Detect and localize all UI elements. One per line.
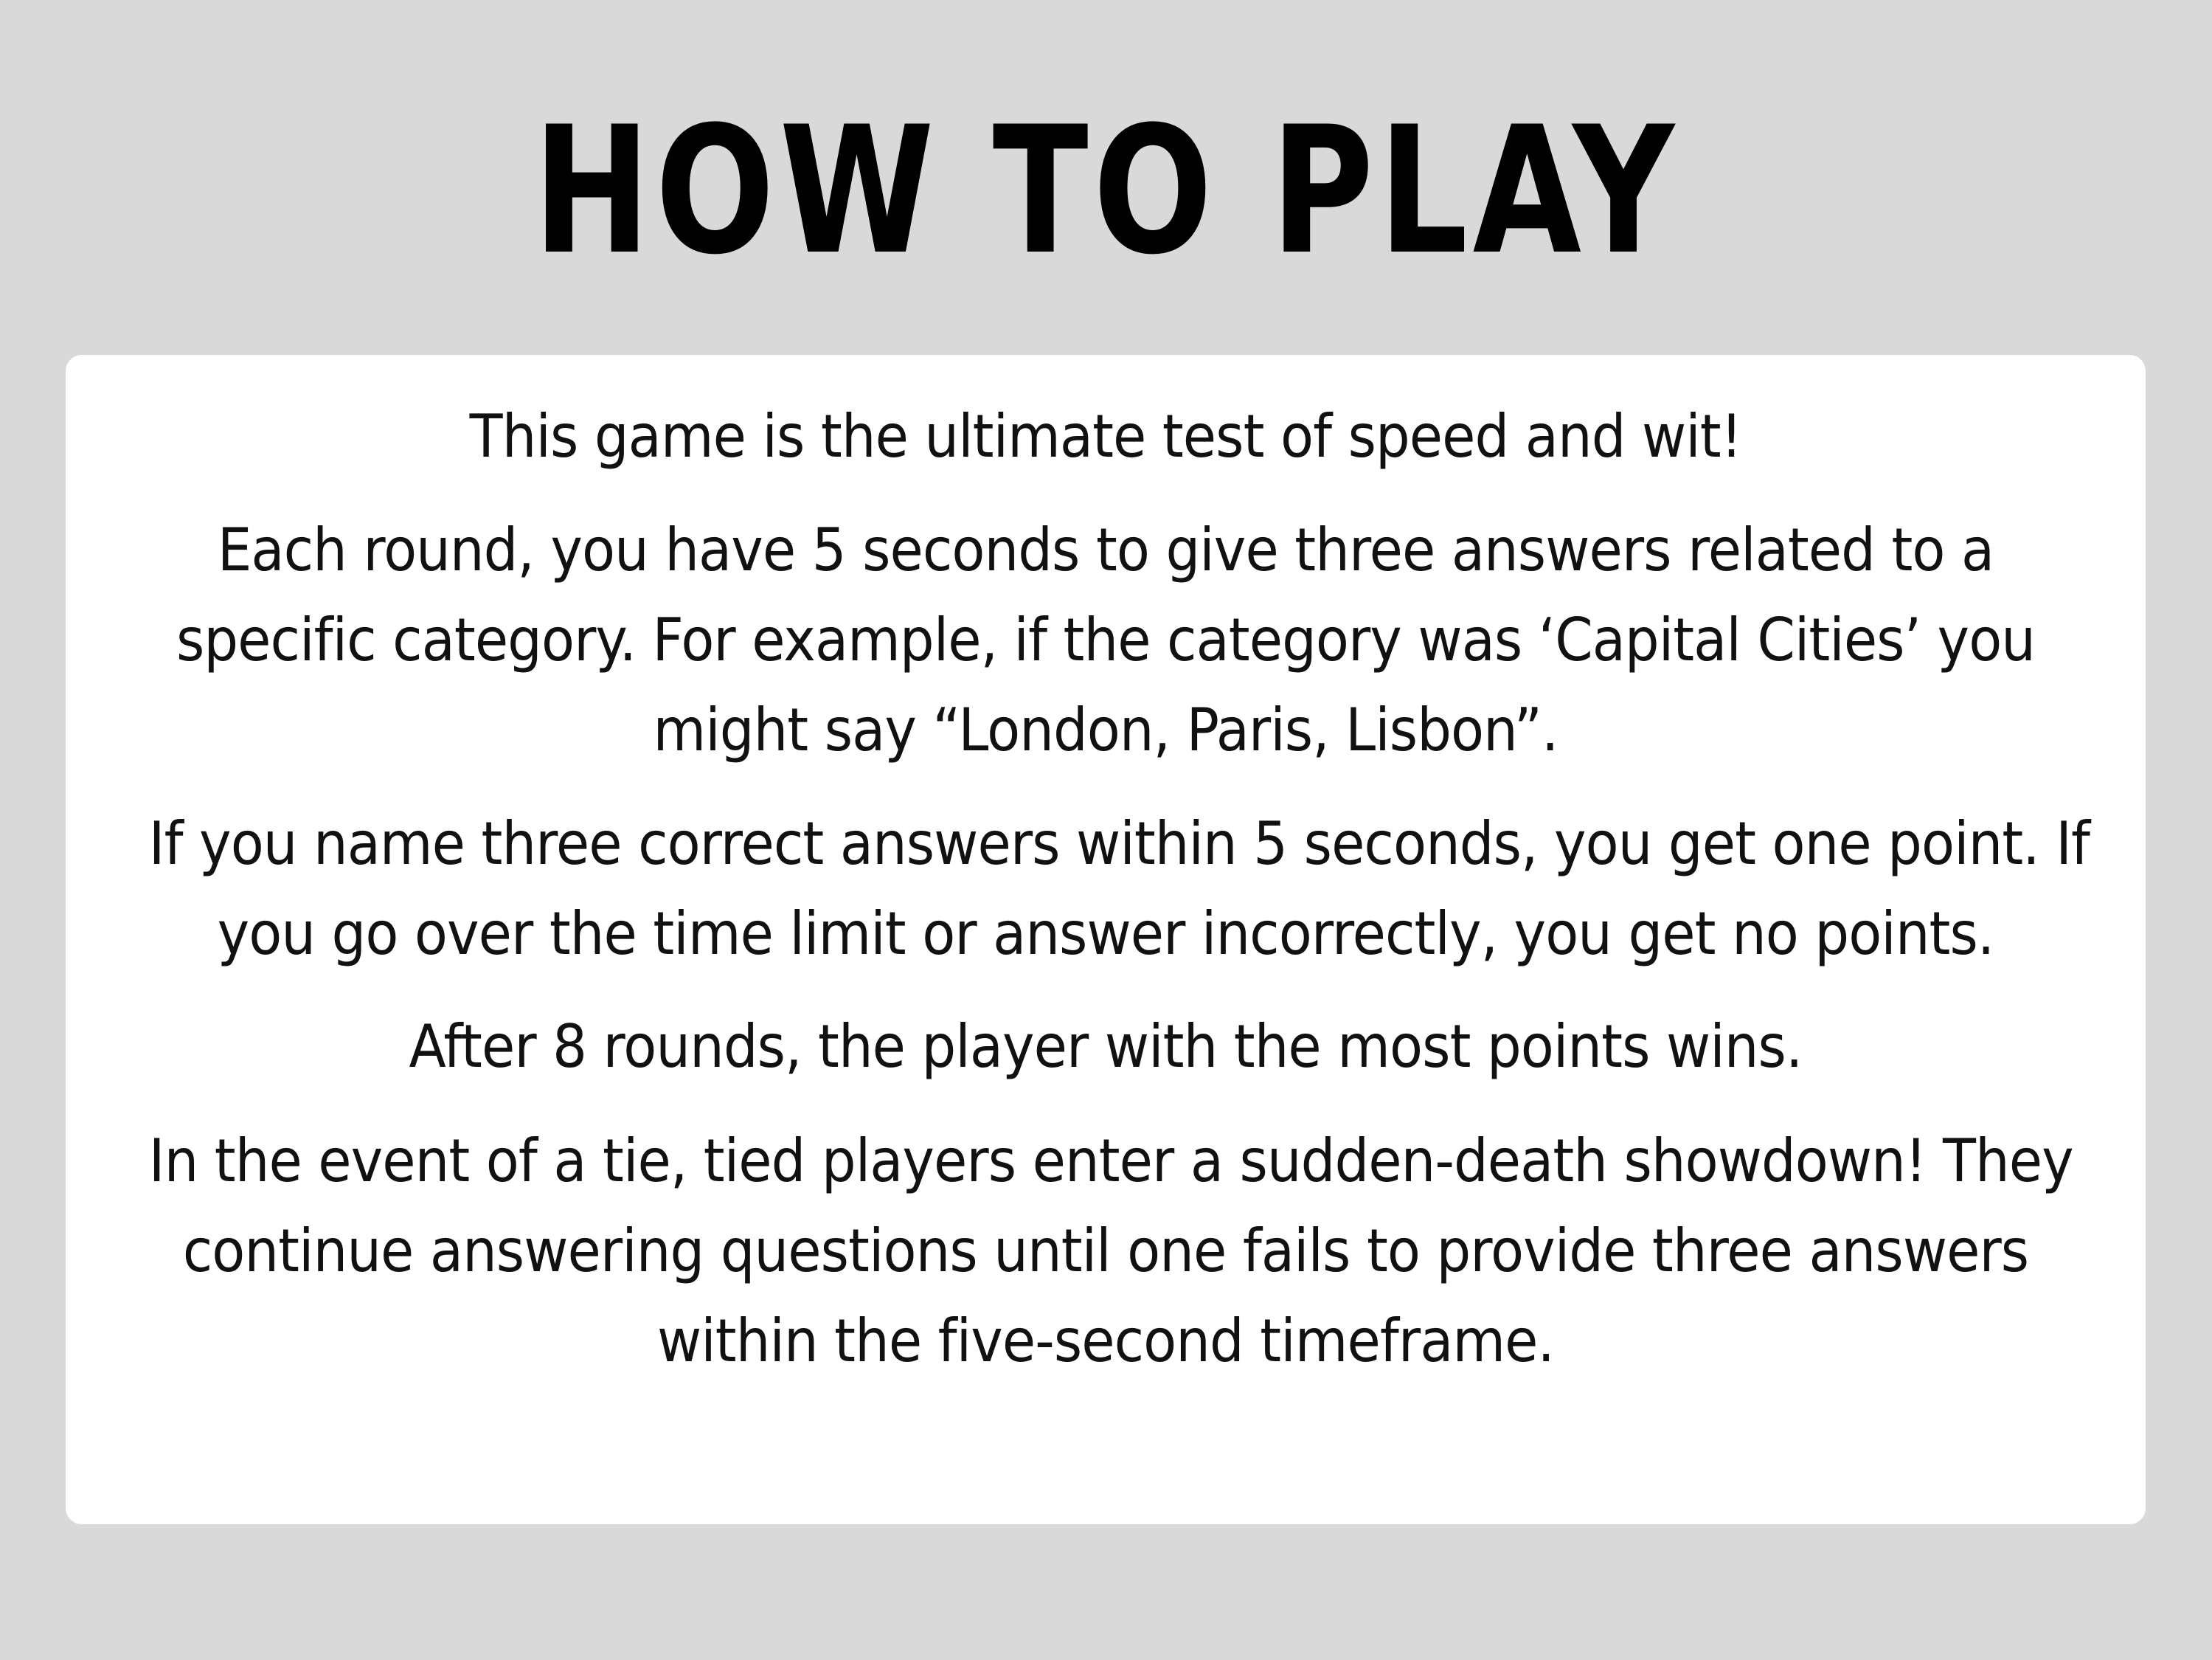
instructions-paragraph-scoring (148, 799, 2090, 979)
paragraph-line: might say “London, Paris, Lisbon”. (653, 696, 1559, 764)
paragraph-line: After 8 rounds, the player with the most points wins. (409, 1012, 1803, 1081)
page-title: HOW TO PLAY (533, 89, 1679, 294)
paragraph-line: In the event of a tie, tied players enter a sudden-death showdown! They (148, 1127, 2073, 1195)
paragraph-line: you go over the time limit or answer incorrectly, you get no points. (217, 899, 1994, 968)
paragraph-line: If you name three correct answers within 5 seconds, you get one point. If (148, 809, 2090, 878)
instructions-paragraph-round-rules (149, 505, 2062, 775)
paragraph-line: specific category. For example, if the category was ‘Capital Cities’ you (176, 606, 2036, 674)
paragraph-line: This game is the ultimate test of speed and wit! (469, 402, 1742, 471)
instructions-paragraph-tiebreaker (148, 1116, 2073, 1386)
instructions-card (66, 355, 2146, 1524)
instructions-paragraph-intro (149, 392, 2062, 482)
paragraph-line: continue answering questions until one fails to provide three answers (182, 1217, 2029, 1285)
paragraph-line: Each round, you have 5 seconds to give three answers related to a (217, 516, 1994, 584)
paragraph-line: within the five-second timeframe. (656, 1307, 1555, 1375)
instructions-paragraph-winner (149, 1002, 2062, 1092)
